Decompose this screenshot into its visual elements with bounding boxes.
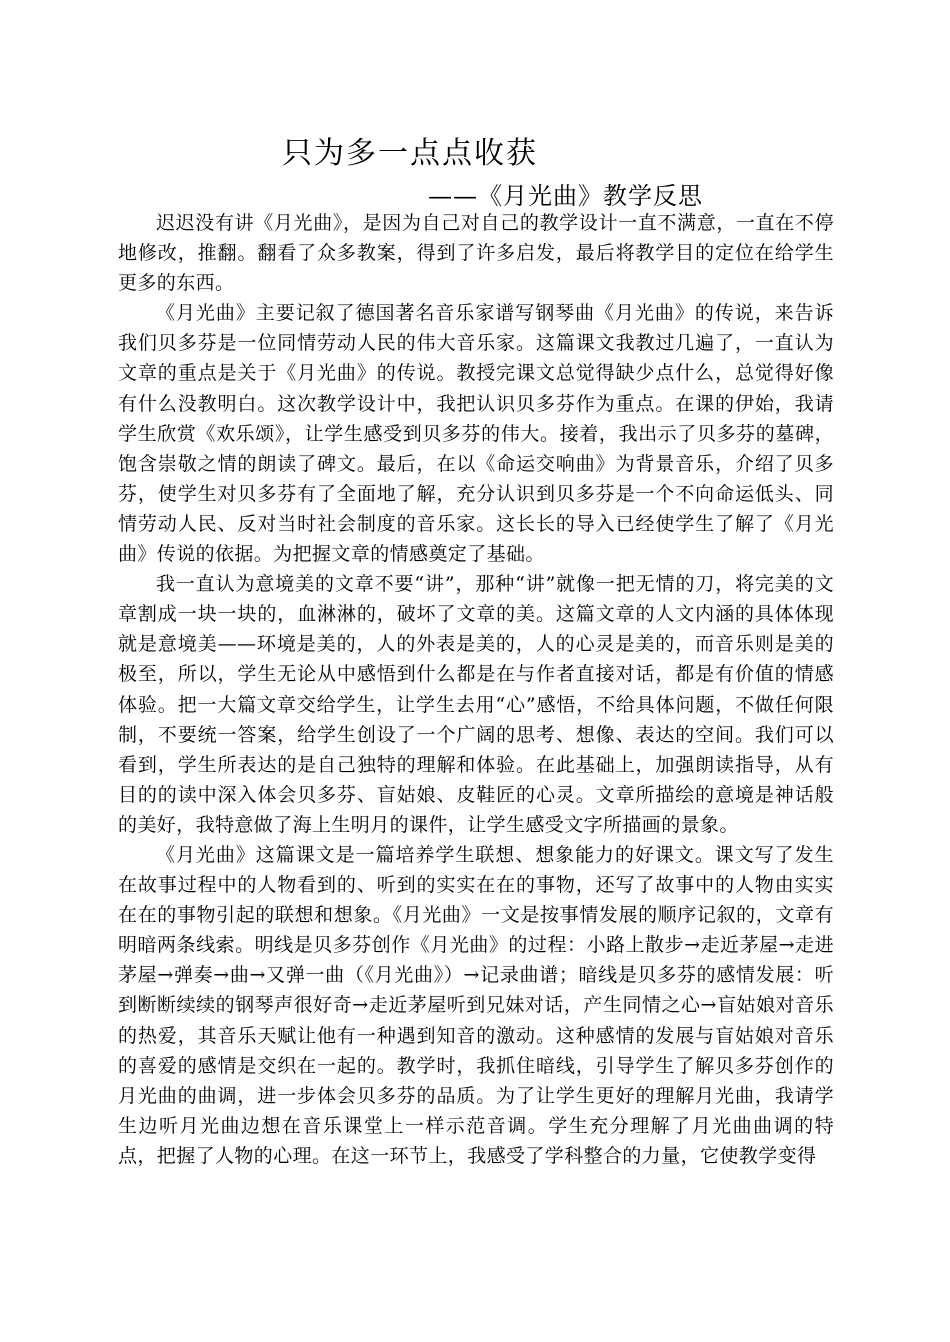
- paragraph-4: 《月光曲》这篇课文是一篇培养学生联想、想象能力的好课文。课文写了发生在故事过程中的人物看到的、听到的实实在在的事物，还写了故事中的人物由实实在在的事物引起的联想和想象。《月光曲》一文是按事情发展的顺序记叙的，文章有明暗两条线索。明线是贝多芬创作《月光曲》的过程：小路上散步→走近茅屋→走进茅屋→弹奏→曲→又弹一曲（《月光曲》）→记录曲谱；暗线是贝多芬的感情发展：听到断断续续的钢琴声很好奇→走近茅屋听到兄妹对话，产生同情之心→盲姑娘对音乐的热爱，其音乐天赋让他有一种遇到知音的激动。这种感情的发展与盲姑娘对音乐的喜爱的感情是交织在一起的。教学时，我抓住暗线，引导学生了解贝多芬创作的月光曲的曲调，进一步体会贝多芬的品质。为了让学生更好的理解月光曲，我请学生边听月光曲边想在音乐课堂上一样示范音调。学生充分理解了月光曲曲调的特点，把握了人物的心理。在这一环节上，我感受了学科整合的力量，它使教学变得: [118, 843, 834, 1167]
- paragraph-2: 《月光曲》主要记叙了德国著名音乐家谱写钢琴曲《月光曲》的传说，来告诉我们贝多芬是一位同情劳动人民的伟大音乐家。这篇课文我教过几遍了，一直认为文章的重点是关于《月光曲》的传说。教授完课文总觉得缺少点什么，总觉得好像有什么没教明白。这次教学设计中，我把认识贝多芬作为重点。在课的伊始，我请学生欣赏《欢乐颂》，让学生感受到贝多芬的伟大。接着，我出示了贝多芬的墓碑，饱含崇敬之情的朗读了碑文。最后，在以《命运交响曲》为背景音乐，介绍了贝多芬，使学生对贝多芬有了全面地了解，充分认识到贝多芬是一个不向命运低头、同情劳动人民、反对当时社会制度的音乐家。这长长的导入已经使学生了解了《月光曲》传说的依据。为把握文章的情感奠定了基础。: [118, 302, 834, 566]
- document-subtitle: ——《月光曲》教学反思: [428, 182, 703, 210]
- paragraph-3: 我一直认为意境美的文章不要“讲”，那种“讲”就像一把无情的刀，将完美的文章割成一块一块的，血淋淋的，破坏了文章的美。这篇文章的人文内涵的具体体现就是意境美——环境是美的，人的外表是美的，人的心灵是美的，而音乐则是美的极至，所以，学生无论从中感悟到什么都是在与作者直接对话，都是有价值的情感体验。把一大篇文章交给学生，让学生去用“心”感悟，不给具体问题，不做任何限制，不要统一答案，给学生创设了一个广阔的思考、想像、表达的空间。我们可以看到，学生所表达的是自己独特的理解和体验。在此基础上，加强朗读指导，从有目的的读中深入体会贝多芬、盲姑娘、皮鞋匠的心灵。文章所描绘的意境是神话般的美好，我特意做了海上生明月的课件，让学生感受文字所描画的景象。: [118, 573, 834, 836]
- document-body: [118, 208, 834, 1171]
- document-title: 只为多一点点收获: [282, 136, 538, 171]
- paragraph-1: 迟迟没有讲《月光曲》，是因为自己对自己的教学设计一直不满意，一直在不停地修改，推翻。翻看了众多教案，得到了许多启发，最后将教学目的定位在给学生更多的东西。: [118, 212, 834, 295]
